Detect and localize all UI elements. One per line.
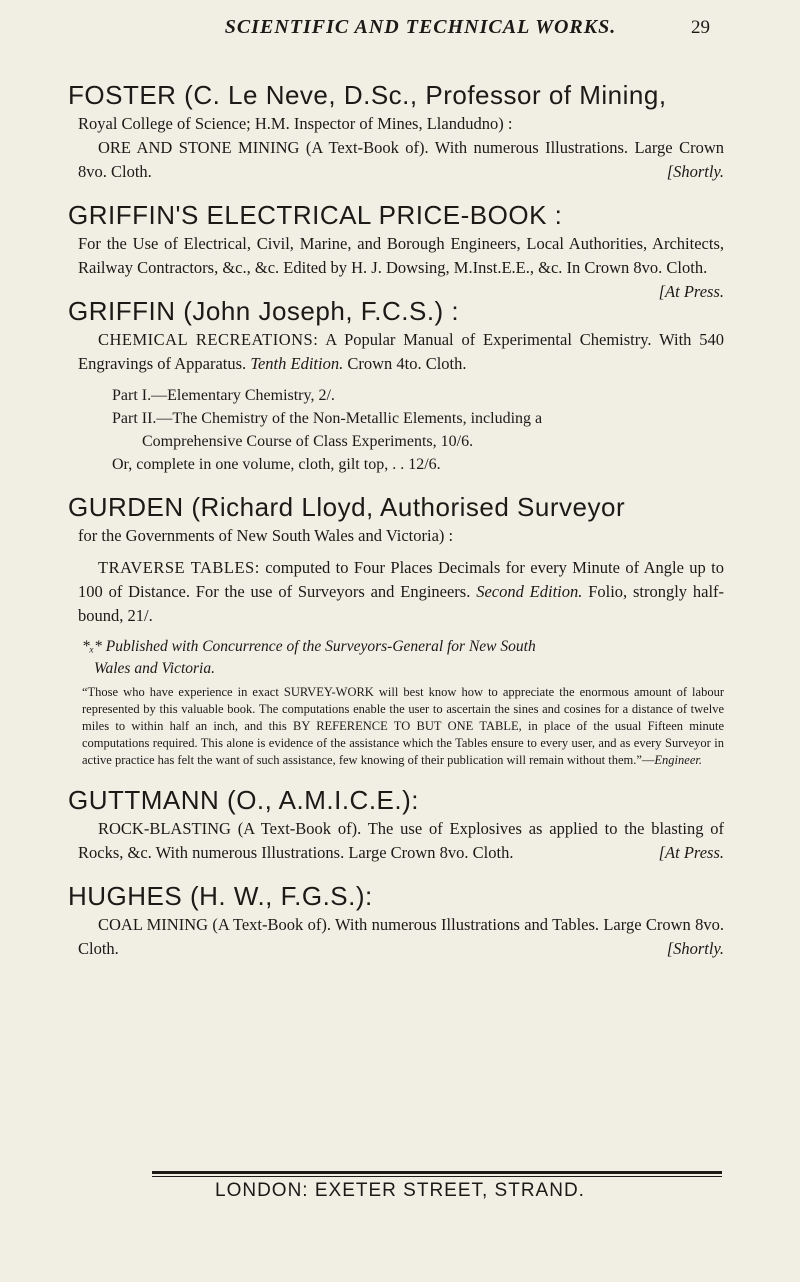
entry-body [78,817,724,865]
entry-status: [At Press. [658,282,724,301]
entry-status: [Shortly. [666,939,724,958]
page-title: SCIENTIFIC AND TECHNICAL WORKS. [224,16,617,38]
part-line: Comprehensive Course of Class Experiments, 10/6. [142,433,474,450]
entry-title: CHEMICAL RECREATIONS: [98,330,319,349]
part-line: Or, complete in one volume, cloth, gilt top, . . 12/6. [112,456,441,473]
entry-body-text: COAL MINING (A Text-Book of). With numerous Illustrations and Tables. Large Crown 8vo. Cloth. [78,915,724,958]
entry-subline: for the Governments of New South Wales and Victoria) : [78,526,454,545]
entry-body-tail: Folio, strongly half-bound, 21/. [78,582,725,625]
publication-note: Wales and Victoria. [94,660,215,677]
entry-body-text: ROCK-BLASTING (A Text-Book of). The use of Explosives as applied to the blasting of Rocks, &c. With numerous Illustrations. Large Crown 8vo. Cloth. [78,819,724,862]
publication-note: *ₓ* Published with Concurrence of the Surveyors-General for New South [82,638,536,655]
entry-status: [At Press. [658,843,724,862]
entry-heading: FOSTER (C. Le Neve, D.Sc., Professor of Mining, [68,80,667,110]
entry-subline: Royal College of Science; H.M. Inspector of Mines, Llandudno) : [78,114,513,133]
part-line: Part II.—The Chemistry of the Non-Metallic Elements, including a [112,410,543,427]
entry-title: TRAVERSE TABLES: [98,558,260,577]
entry-body [78,556,724,628]
entry-gurden [68,490,724,769]
entry-heading: GRIFFIN (John Joseph, F.C.S.) : [68,296,460,326]
entry-body [78,232,724,301]
entry-griffin-jj [68,294,724,476]
entry-body [78,136,724,184]
entry-heading: HUGHES (H. W., F.G.S.): [68,881,373,911]
footer-rule-thin [152,1176,722,1177]
entry-hughes [68,879,724,961]
entry-guttmann [68,783,724,865]
entry-heading: GUTTMANN (O., A.M.I.C.E.): [68,785,419,815]
entry-body-tail: Crown 4to. Cloth. [347,354,467,373]
entry-status: [Shortly. [666,162,724,181]
running-head [110,16,710,39]
entry-body-text: computed to Four Places Decimals for every Minute of Angle up to 100 of Distance. For the use of Surveyors and Engineers. [78,558,724,601]
publisher-imprint: LONDON: EXETER STREET, STRAND. [215,1180,585,1201]
quote-text: “Those who have experience in exact SURVEY-WORK will best know how to appreciate the enormous amount of labour represented by this valuable book. The computations enable the user to ascertain the sines and cosines for a distance of twelve miles to within half an inch, and this BY REFERENCE TO BUT ONE TABLE, in place of the usual Fifteen minute computations required. This alone is evidence of the assistance which the Tables ensure to every user, and as every Surveyor in active practice has felt the want of such assistance, few knowing of their publication will remain without them.”— [82,685,724,767]
footer-rule [152,1171,722,1174]
entry-body-text: A Popular Manual of Experimental Chemistry. With 540 Engravings of Apparatus. [78,330,724,373]
entry-edition: Second Edition. [476,582,583,601]
entry-body [78,328,724,376]
entry-heading: GRIFFIN'S ELECTRICAL PRICE-BOOK : [68,200,563,230]
entry-edition: Tenth Edition. [250,354,344,373]
entry-body [78,913,724,961]
entry-foster [68,78,724,184]
catalogue-list [68,78,724,975]
page-number: 29 [691,17,710,38]
part-line: Part I.—Elementary Chemistry, 2/. [112,387,335,404]
review-quote [82,684,724,769]
quote-source: Engineer. [654,753,702,767]
entry-heading: GURDEN (Richard Lloyd, Authorised Surveyor [68,492,626,522]
entry-body-text: ORE AND STONE MINING (A Text-Book of). With numerous Illustrations. Large Crown 8vo. Cloth. [78,138,724,181]
entry-body-text: For the Use of Electrical, Civil, Marine, and Borough Engineers, Local Authorities, Architects, Railway Contractors, &c., &c. Edited by H. J. Dowsing, M.Inst.E.E., &c. In Crown 8vo. Cloth. [78,234,724,277]
entry-griffins-price-book [68,198,724,301]
